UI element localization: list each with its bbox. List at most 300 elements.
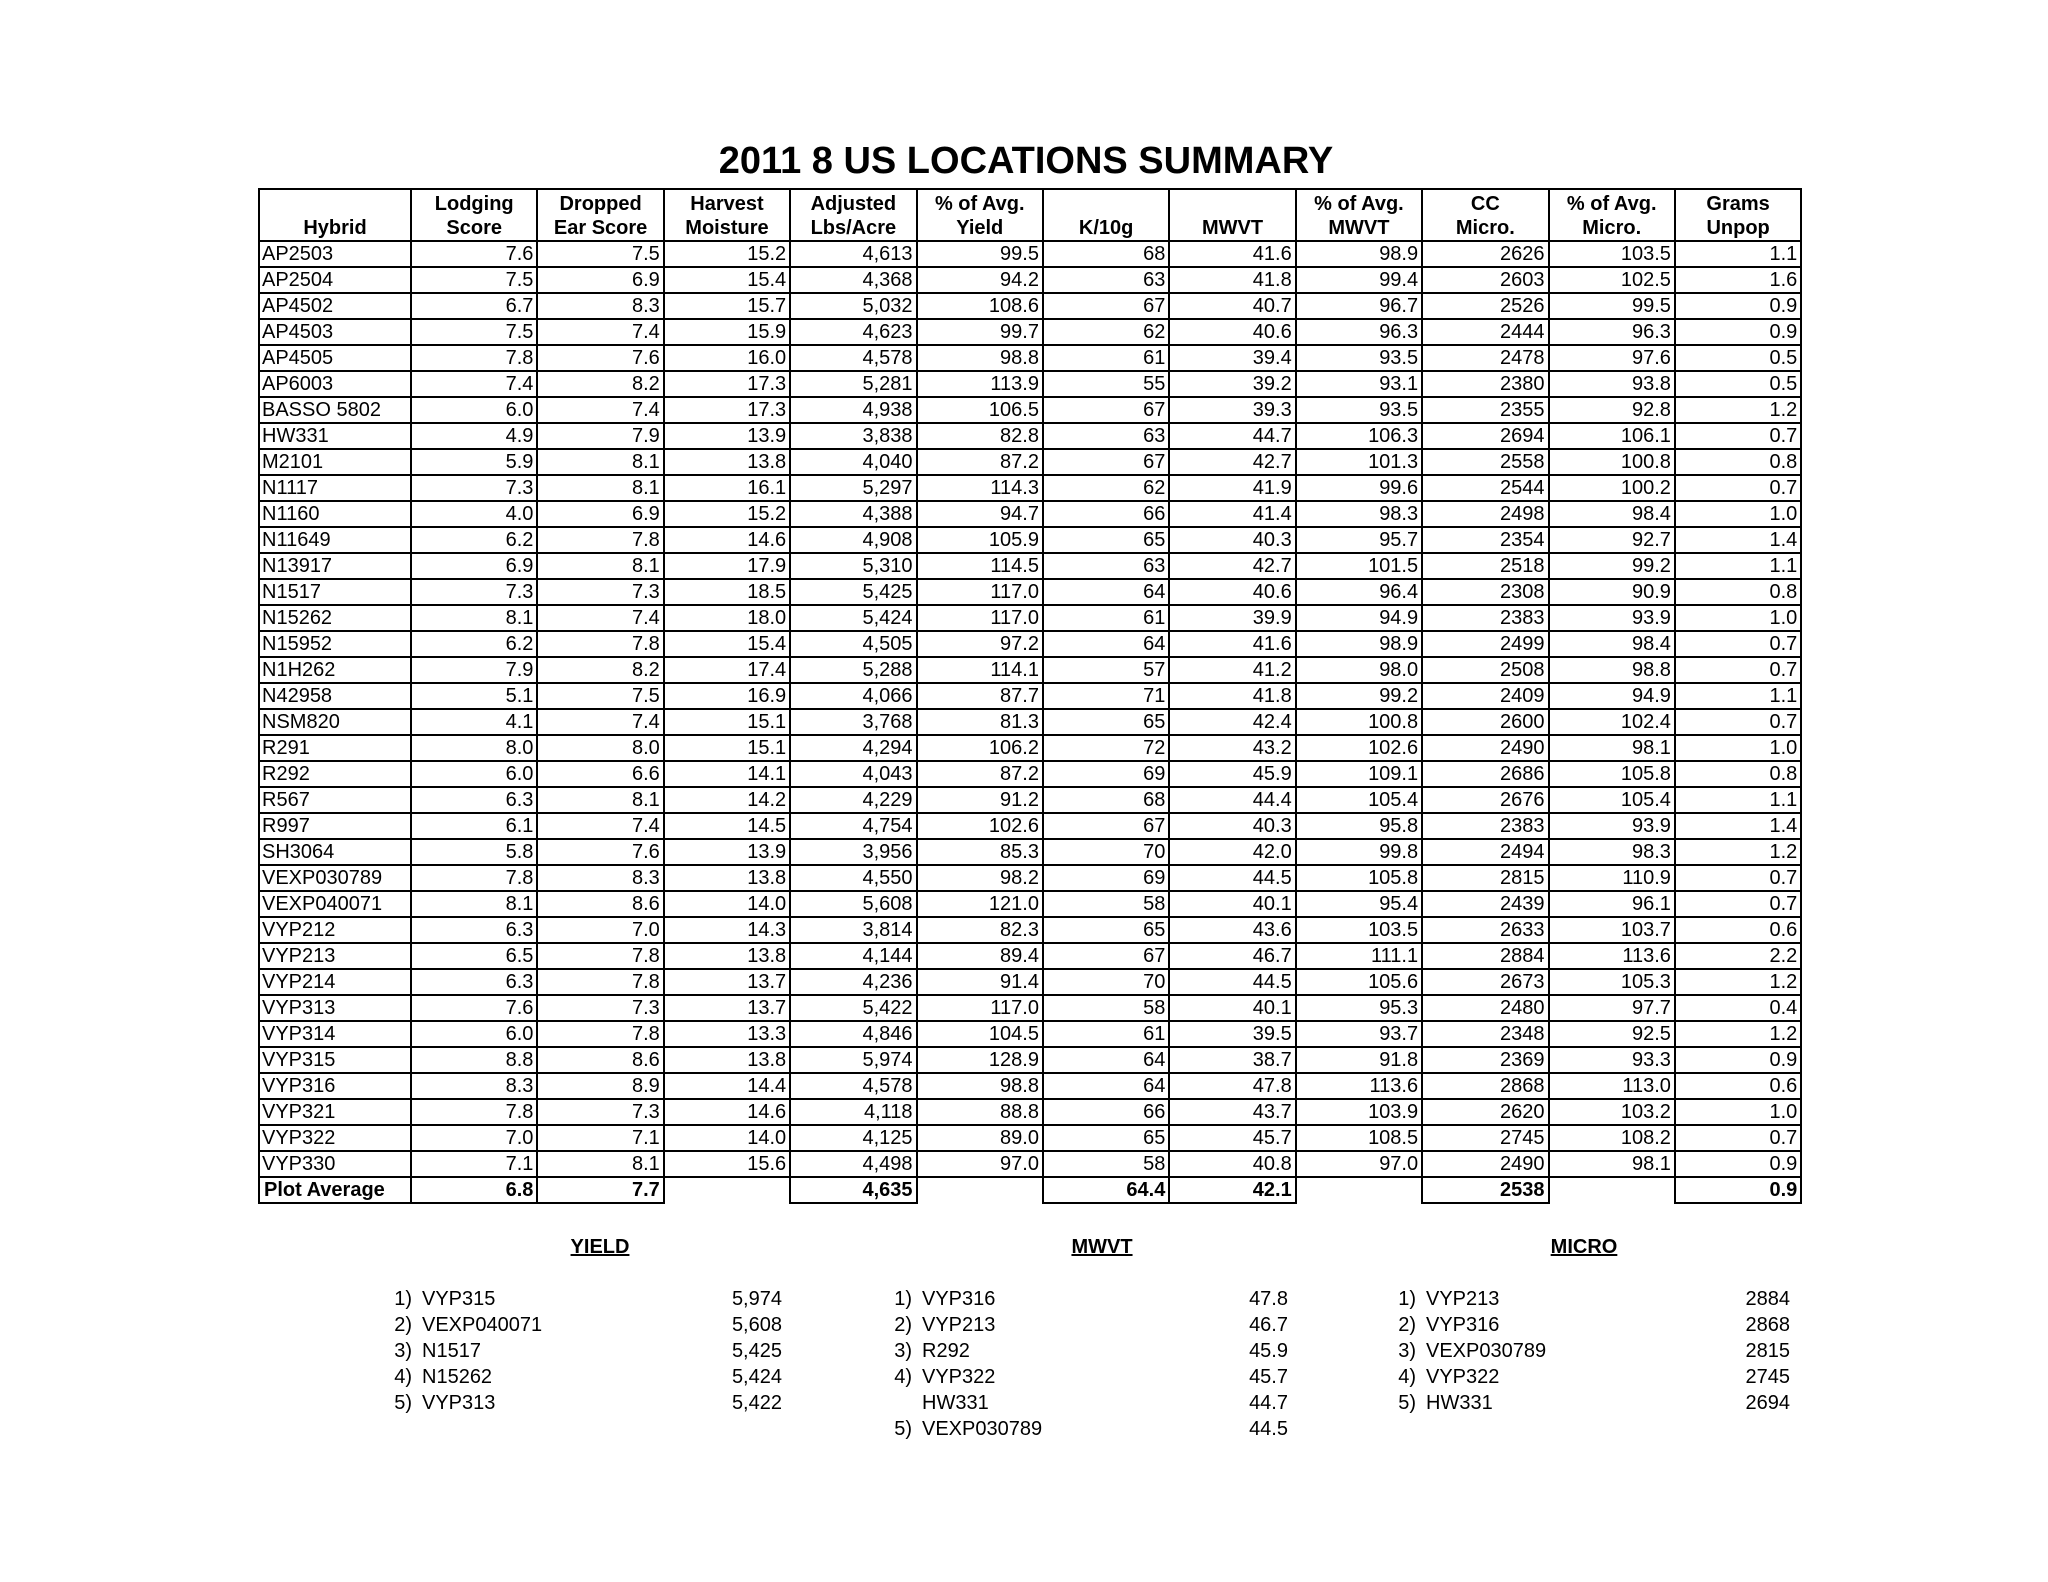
header-line xyxy=(1046,192,1166,216)
cell-k-10g: 58 xyxy=(1043,995,1169,1021)
cell-pct-avg-micro: 98.4 xyxy=(1549,501,1675,527)
cell-cc-micro: 2626 xyxy=(1422,241,1548,267)
cell-hybrid: VYP214 xyxy=(259,969,411,995)
cell-lodging-score: 6.0 xyxy=(411,761,537,787)
cell-dropped-ear-score: 6.9 xyxy=(537,267,663,293)
cell-k-10g: 67 xyxy=(1043,397,1169,423)
cell-mwvt: 44.7 xyxy=(1169,423,1295,449)
cell-harvest-moisture: 14.4 xyxy=(664,1073,790,1099)
header-line: Ear Score xyxy=(553,217,648,239)
cell-k-10g: 64 xyxy=(1043,1047,1169,1073)
cell-grams-unpop: 0.6 xyxy=(1675,917,1801,943)
rank-value: 45.7 xyxy=(1249,1366,1288,1388)
rank-number: 4) xyxy=(1398,1366,1416,1388)
header-line: Unpop xyxy=(1706,217,1770,239)
header-line: Score xyxy=(446,217,502,239)
cell-mwvt: 46.7 xyxy=(1169,943,1295,969)
cell-k-10g: 66 xyxy=(1043,1099,1169,1125)
rank-item xyxy=(1384,1286,1790,1312)
cell-k-10g: 64 xyxy=(1043,1073,1169,1099)
cell-pct-avg-yield: 99.7 xyxy=(917,319,1043,345)
rank-item xyxy=(1384,1312,1790,1338)
cell-cc-micro: 2348 xyxy=(1422,1021,1548,1047)
cell-pct-avg-mwvt: 97.0 xyxy=(1296,1151,1422,1177)
cell-pct-avg-micro: 108.2 xyxy=(1549,1125,1675,1151)
table-row xyxy=(259,345,1801,371)
cell-hybrid: NSM820 xyxy=(259,709,411,735)
cell-dropped-ear-score: 7.8 xyxy=(537,527,663,553)
summary-table xyxy=(258,188,1802,1204)
cell-k-10g: 57 xyxy=(1043,657,1169,683)
cell-mwvt: 43.6 xyxy=(1169,917,1295,943)
cell-harvest-moisture: 15.1 xyxy=(664,709,790,735)
cell-k-10g: 66 xyxy=(1043,501,1169,527)
cell-pct-avg-micro: 97.6 xyxy=(1549,345,1675,371)
cell-pct-avg-mwvt: 96.3 xyxy=(1296,319,1422,345)
cell-pct-avg-yield: 121.0 xyxy=(917,891,1043,917)
cell-pct-avg-mwvt: 103.5 xyxy=(1296,917,1422,943)
cell-cc-micro: 2815 xyxy=(1422,865,1548,891)
cell-k-10g: 67 xyxy=(1043,943,1169,969)
cell-mwvt: 44.5 xyxy=(1169,865,1295,891)
cell-pct-avg-yield: 97.2 xyxy=(917,631,1043,657)
table-row xyxy=(259,943,1801,969)
rank-hybrid: VYP313 xyxy=(422,1392,496,1414)
header-line: Micro. xyxy=(1455,217,1515,239)
header-line: CC xyxy=(1470,193,1500,215)
header-line xyxy=(1172,192,1292,216)
rank-hybrid: N15262 xyxy=(422,1366,493,1388)
table-row xyxy=(259,371,1801,397)
cell-pct-avg-yield: 87.7 xyxy=(917,683,1043,709)
cell-grams-unpop: 1.0 xyxy=(1675,735,1801,761)
cell-lodging-score: 7.0 xyxy=(411,1125,537,1151)
cell-dropped-ear-score: 7.3 xyxy=(537,1099,663,1125)
rank-value: 46.7 xyxy=(1249,1314,1288,1336)
rank-item xyxy=(1384,1364,1790,1390)
cell-pct-avg-mwvt: 98.0 xyxy=(1296,657,1422,683)
rank-hybrid: VYP316 xyxy=(1426,1314,1500,1336)
cell-lodging-score: 6.2 xyxy=(411,631,537,657)
cell-adjusted-lbs-acre: 5,281 xyxy=(790,371,916,397)
cell-lodging-score: 6.0 xyxy=(411,397,537,423)
cell-k-10g: 70 xyxy=(1043,839,1169,865)
cell-pct-avg-yield: 102.6 xyxy=(917,813,1043,839)
rank-hybrid: VYP213 xyxy=(922,1314,996,1336)
cell-adjusted-lbs-acre: 4,229 xyxy=(790,787,916,813)
cell-pct-avg-yield: 117.0 xyxy=(917,579,1043,605)
cell-adjusted-lbs-acre: 5,974 xyxy=(790,1047,916,1073)
cell-dropped-ear-score: 8.9 xyxy=(537,1073,663,1099)
cell-pct-avg-micro: 96.3 xyxy=(1549,319,1675,345)
cell-harvest-moisture: 17.3 xyxy=(664,397,790,423)
cell-cc-micro: 2490 xyxy=(1422,735,1548,761)
table-row xyxy=(259,1099,1801,1125)
cell-hybrid: N15262 xyxy=(259,605,411,631)
mwvt-rank-heading: MWVT xyxy=(1071,1236,1133,1258)
cell-hybrid: AP2504 xyxy=(259,267,411,293)
rank-number: 1) xyxy=(894,1288,912,1310)
cell-pct-avg-mwvt: 102.6 xyxy=(1296,735,1422,761)
cell-pct-avg-yield: 128.9 xyxy=(917,1047,1043,1073)
cell-mwvt: 41.2 xyxy=(1169,657,1295,683)
cell-adjusted-lbs-acre: 4,938 xyxy=(790,397,916,423)
cell-k-10g: 65 xyxy=(1043,1125,1169,1151)
rank-item xyxy=(380,1312,782,1338)
cell-mwvt: 39.3 xyxy=(1169,397,1295,423)
cell-grams-unpop: 1.0 xyxy=(1675,605,1801,631)
cell-pct-avg-mwvt: 99.6 xyxy=(1296,475,1422,501)
cell-hybrid: VYP212 xyxy=(259,917,411,943)
cell-harvest-moisture: 14.3 xyxy=(664,917,790,943)
cell-dropped-ear-score: 7.4 xyxy=(537,319,663,345)
average-hybrid: Plot Average xyxy=(259,1177,411,1203)
cell-mwvt: 44.5 xyxy=(1169,969,1295,995)
rank-number: 2) xyxy=(894,1314,912,1336)
header-pct-avg-mwvt xyxy=(1296,189,1422,241)
cell-grams-unpop: 0.8 xyxy=(1675,449,1801,475)
table-row xyxy=(259,683,1801,709)
cell-k-10g: 65 xyxy=(1043,709,1169,735)
cell-cc-micro: 2676 xyxy=(1422,787,1548,813)
cell-mwvt: 47.8 xyxy=(1169,1073,1295,1099)
rank-hybrid: N1517 xyxy=(422,1340,481,1362)
cell-adjusted-lbs-acre: 3,814 xyxy=(790,917,916,943)
header-line: Micro. xyxy=(1582,217,1642,239)
table-row xyxy=(259,787,1801,813)
table-row xyxy=(259,267,1801,293)
header-line: MWVT xyxy=(1201,217,1264,239)
table-row xyxy=(259,995,1801,1021)
cell-k-10g: 69 xyxy=(1043,761,1169,787)
cell-k-10g: 72 xyxy=(1043,735,1169,761)
cell-pct-avg-micro: 98.3 xyxy=(1549,839,1675,865)
table-row xyxy=(259,865,1801,891)
cell-pct-avg-yield: 106.5 xyxy=(917,397,1043,423)
cell-pct-avg-micro: 102.4 xyxy=(1549,709,1675,735)
cell-dropped-ear-score: 7.8 xyxy=(537,943,663,969)
average-k-10g: 64.4 xyxy=(1043,1177,1169,1203)
table-row xyxy=(259,293,1801,319)
cell-adjusted-lbs-acre: 4,125 xyxy=(790,1125,916,1151)
cell-pct-avg-micro: 113.6 xyxy=(1549,943,1675,969)
cell-pct-avg-yield: 105.9 xyxy=(917,527,1043,553)
cell-adjusted-lbs-acre: 3,768 xyxy=(790,709,916,735)
cell-mwvt: 39.5 xyxy=(1169,1021,1295,1047)
cell-grams-unpop: 1.1 xyxy=(1675,553,1801,579)
rank-hybrid: VEXP040071 xyxy=(422,1314,543,1336)
cell-lodging-score: 6.5 xyxy=(411,943,537,969)
cell-grams-unpop: 1.2 xyxy=(1675,397,1801,423)
cell-harvest-moisture: 15.4 xyxy=(664,267,790,293)
cell-pct-avg-micro: 100.2 xyxy=(1549,475,1675,501)
table-row xyxy=(259,449,1801,475)
yield-rank-list xyxy=(380,1286,782,1416)
cell-pct-avg-yield: 87.2 xyxy=(917,761,1043,787)
rank-value: 5,422 xyxy=(731,1392,782,1414)
cell-adjusted-lbs-acre: 5,425 xyxy=(790,579,916,605)
average-dropped-ear-score: 7.7 xyxy=(537,1177,663,1203)
cell-cc-micro: 2620 xyxy=(1422,1099,1548,1125)
cell-k-10g: 69 xyxy=(1043,865,1169,891)
cell-pct-avg-yield: 97.0 xyxy=(917,1151,1043,1177)
cell-mwvt: 45.7 xyxy=(1169,1125,1295,1151)
header-line: Hybrid xyxy=(303,217,367,239)
rank-value: 5,425 xyxy=(731,1340,782,1362)
cell-pct-avg-yield: 85.3 xyxy=(917,839,1043,865)
cell-pct-avg-micro: 103.5 xyxy=(1549,241,1675,267)
cell-cc-micro: 2494 xyxy=(1422,839,1548,865)
cell-pct-avg-mwvt: 95.3 xyxy=(1296,995,1422,1021)
cell-mwvt: 40.8 xyxy=(1169,1151,1295,1177)
rank-value: 2868 xyxy=(1745,1314,1790,1336)
cell-adjusted-lbs-acre: 4,294 xyxy=(790,735,916,761)
cell-pct-avg-yield: 113.9 xyxy=(917,371,1043,397)
cell-cc-micro: 2544 xyxy=(1422,475,1548,501)
cell-adjusted-lbs-acre: 4,144 xyxy=(790,943,916,969)
rank-number: 1) xyxy=(1398,1288,1416,1310)
rank-value: 2884 xyxy=(1745,1288,1790,1310)
cell-mwvt: 40.6 xyxy=(1169,579,1295,605)
cell-adjusted-lbs-acre: 4,236 xyxy=(790,969,916,995)
cell-dropped-ear-score: 7.8 xyxy=(537,1021,663,1047)
cell-mwvt: 39.4 xyxy=(1169,345,1295,371)
table-row xyxy=(259,709,1801,735)
cell-harvest-moisture: 16.1 xyxy=(664,475,790,501)
rank-item xyxy=(880,1338,1288,1364)
rank-hybrid: VEXP030789 xyxy=(922,1418,1043,1440)
cell-hybrid: HW331 xyxy=(259,423,411,449)
cell-hybrid: R292 xyxy=(259,761,411,787)
cell-pct-avg-micro: 102.5 xyxy=(1549,267,1675,293)
header-adjusted-lbs-acre xyxy=(790,189,916,241)
rank-item xyxy=(380,1286,782,1312)
cell-lodging-score: 7.9 xyxy=(411,657,537,683)
cell-cc-micro: 2508 xyxy=(1422,657,1548,683)
average-pct-avg-yield xyxy=(917,1177,1043,1203)
cell-mwvt: 38.7 xyxy=(1169,1047,1295,1073)
cell-pct-avg-mwvt: 91.8 xyxy=(1296,1047,1422,1073)
cell-lodging-score: 6.0 xyxy=(411,1021,537,1047)
cell-mwvt: 41.8 xyxy=(1169,683,1295,709)
cell-k-10g: 63 xyxy=(1043,267,1169,293)
cell-mwvt: 44.4 xyxy=(1169,787,1295,813)
cell-harvest-moisture: 13.8 xyxy=(664,943,790,969)
cell-lodging-score: 7.3 xyxy=(411,579,537,605)
cell-harvest-moisture: 14.0 xyxy=(664,891,790,917)
cell-pct-avg-mwvt: 103.9 xyxy=(1296,1099,1422,1125)
cell-pct-avg-micro: 90.9 xyxy=(1549,579,1675,605)
cell-pct-avg-mwvt: 96.7 xyxy=(1296,293,1422,319)
cell-pct-avg-mwvt: 113.6 xyxy=(1296,1073,1422,1099)
cell-cc-micro: 2694 xyxy=(1422,423,1548,449)
cell-dropped-ear-score: 8.0 xyxy=(537,735,663,761)
cell-harvest-moisture: 14.6 xyxy=(664,527,790,553)
cell-pct-avg-micro: 93.9 xyxy=(1549,605,1675,631)
cell-pct-avg-yield: 91.4 xyxy=(917,969,1043,995)
cell-adjusted-lbs-acre: 4,505 xyxy=(790,631,916,657)
rank-item xyxy=(880,1364,1288,1390)
cell-adjusted-lbs-acre: 5,422 xyxy=(790,995,916,1021)
header-line: Adjusted xyxy=(810,193,897,215)
rank-hybrid: VYP322 xyxy=(1426,1366,1500,1388)
cell-mwvt: 41.8 xyxy=(1169,267,1295,293)
cell-pct-avg-micro: 106.1 xyxy=(1549,423,1675,449)
table-row xyxy=(259,657,1801,683)
header-line: % of Avg. xyxy=(1314,193,1404,215)
cell-harvest-moisture: 13.7 xyxy=(664,995,790,1021)
cell-mwvt: 43.2 xyxy=(1169,735,1295,761)
cell-pct-avg-mwvt: 100.8 xyxy=(1296,709,1422,735)
cell-cc-micro: 2868 xyxy=(1422,1073,1548,1099)
cell-lodging-score: 4.1 xyxy=(411,709,537,735)
cell-grams-unpop: 0.7 xyxy=(1675,865,1801,891)
cell-mwvt: 41.4 xyxy=(1169,501,1295,527)
cell-pct-avg-micro: 93.9 xyxy=(1549,813,1675,839)
table-row xyxy=(259,605,1801,631)
cell-pct-avg-mwvt: 109.1 xyxy=(1296,761,1422,787)
cell-pct-avg-yield: 82.3 xyxy=(917,917,1043,943)
cell-pct-avg-mwvt: 95.7 xyxy=(1296,527,1422,553)
rank-item xyxy=(880,1390,1288,1416)
cell-pct-avg-mwvt: 98.3 xyxy=(1296,501,1422,527)
cell-adjusted-lbs-acre: 4,623 xyxy=(790,319,916,345)
cell-cc-micro: 2633 xyxy=(1422,917,1548,943)
cell-pct-avg-yield: 99.5 xyxy=(917,241,1043,267)
cell-k-10g: 67 xyxy=(1043,813,1169,839)
cell-hybrid: N42958 xyxy=(259,683,411,709)
cell-lodging-score: 5.1 xyxy=(411,683,537,709)
rank-number: 1) xyxy=(394,1288,412,1310)
cell-harvest-moisture: 17.9 xyxy=(664,553,790,579)
cell-pct-avg-mwvt: 93.5 xyxy=(1296,345,1422,371)
cell-dropped-ear-score: 7.5 xyxy=(537,683,663,709)
rank-number: 5) xyxy=(394,1392,412,1414)
cell-pct-avg-micro: 93.8 xyxy=(1549,371,1675,397)
cell-hybrid: VYP213 xyxy=(259,943,411,969)
cell-grams-unpop: 1.1 xyxy=(1675,787,1801,813)
cell-adjusted-lbs-acre: 5,310 xyxy=(790,553,916,579)
cell-pct-avg-yield: 104.5 xyxy=(917,1021,1043,1047)
rank-item xyxy=(1384,1390,1790,1416)
cell-pct-avg-yield: 98.2 xyxy=(917,865,1043,891)
cell-cc-micro: 2409 xyxy=(1422,683,1548,709)
average-harvest-moisture xyxy=(664,1177,790,1203)
cell-cc-micro: 2478 xyxy=(1422,345,1548,371)
table-header-row xyxy=(259,189,1801,241)
cell-k-10g: 61 xyxy=(1043,1021,1169,1047)
cell-mwvt: 41.9 xyxy=(1169,475,1295,501)
cell-k-10g: 67 xyxy=(1043,293,1169,319)
cell-mwvt: 40.1 xyxy=(1169,891,1295,917)
cell-pct-avg-yield: 114.1 xyxy=(917,657,1043,683)
rank-item xyxy=(880,1312,1288,1338)
cell-harvest-moisture: 15.6 xyxy=(664,1151,790,1177)
cell-lodging-score: 5.8 xyxy=(411,839,537,865)
cell-hybrid: N15952 xyxy=(259,631,411,657)
table-row xyxy=(259,839,1801,865)
rank-item xyxy=(380,1338,782,1364)
cell-dropped-ear-score: 8.2 xyxy=(537,657,663,683)
header-line: Lodging xyxy=(434,193,514,215)
cell-adjusted-lbs-acre: 4,040 xyxy=(790,449,916,475)
average-adjusted-lbs-acre: 4,635 xyxy=(790,1177,916,1203)
cell-pct-avg-micro: 103.7 xyxy=(1549,917,1675,943)
cell-grams-unpop: 0.7 xyxy=(1675,475,1801,501)
micro-rank-list xyxy=(1384,1286,1790,1416)
average-grams-unpop: 0.9 xyxy=(1675,1177,1801,1203)
cell-grams-unpop: 1.1 xyxy=(1675,241,1801,267)
cell-pct-avg-micro: 113.0 xyxy=(1549,1073,1675,1099)
cell-cc-micro: 2526 xyxy=(1422,293,1548,319)
cell-pct-avg-micro: 99.5 xyxy=(1549,293,1675,319)
rank-value: 2745 xyxy=(1745,1366,1790,1388)
cell-k-10g: 64 xyxy=(1043,579,1169,605)
cell-dropped-ear-score: 8.2 xyxy=(537,371,663,397)
header-mwvt xyxy=(1169,189,1295,241)
rank-value: 45.9 xyxy=(1249,1340,1288,1362)
cell-adjusted-lbs-acre: 4,388 xyxy=(790,501,916,527)
cell-k-10g: 55 xyxy=(1043,371,1169,397)
cell-cc-micro: 2558 xyxy=(1422,449,1548,475)
cell-dropped-ear-score: 8.3 xyxy=(537,293,663,319)
cell-adjusted-lbs-acre: 4,578 xyxy=(790,1073,916,1099)
table-row xyxy=(259,1021,1801,1047)
cell-grams-unpop: 0.7 xyxy=(1675,891,1801,917)
cell-mwvt: 39.2 xyxy=(1169,371,1295,397)
cell-pct-avg-yield: 91.2 xyxy=(917,787,1043,813)
cell-pct-avg-yield: 82.8 xyxy=(917,423,1043,449)
cell-grams-unpop: 2.2 xyxy=(1675,943,1801,969)
cell-pct-avg-mwvt: 99.2 xyxy=(1296,683,1422,709)
cell-hybrid: R997 xyxy=(259,813,411,839)
cell-pct-avg-micro: 100.8 xyxy=(1549,449,1675,475)
cell-lodging-score: 6.3 xyxy=(411,787,537,813)
cell-dropped-ear-score: 7.4 xyxy=(537,709,663,735)
cell-lodging-score: 4.0 xyxy=(411,501,537,527)
cell-harvest-moisture: 17.3 xyxy=(664,371,790,397)
cell-dropped-ear-score: 7.3 xyxy=(537,579,663,605)
cell-grams-unpop: 0.9 xyxy=(1675,1151,1801,1177)
table-row xyxy=(259,319,1801,345)
cell-dropped-ear-score: 7.6 xyxy=(537,345,663,371)
cell-cc-micro: 2380 xyxy=(1422,371,1548,397)
cell-k-10g: 67 xyxy=(1043,449,1169,475)
cell-pct-avg-micro: 94.9 xyxy=(1549,683,1675,709)
cell-pct-avg-mwvt: 98.9 xyxy=(1296,241,1422,267)
cell-lodging-score: 8.3 xyxy=(411,1073,537,1099)
cell-pct-avg-yield: 98.8 xyxy=(917,1073,1043,1099)
cell-dropped-ear-score: 8.1 xyxy=(537,787,663,813)
cell-grams-unpop: 0.8 xyxy=(1675,579,1801,605)
average-cc-micro: 2538 xyxy=(1422,1177,1548,1203)
cell-lodging-score: 8.1 xyxy=(411,605,537,631)
cell-adjusted-lbs-acre: 5,608 xyxy=(790,891,916,917)
cell-harvest-moisture: 13.7 xyxy=(664,969,790,995)
cell-hybrid: BASSO 5802 xyxy=(259,397,411,423)
cell-pct-avg-mwvt: 93.7 xyxy=(1296,1021,1422,1047)
cell-pct-avg-yield: 81.3 xyxy=(917,709,1043,735)
cell-k-10g: 58 xyxy=(1043,891,1169,917)
header-k-10g xyxy=(1043,189,1169,241)
cell-lodging-score: 7.6 xyxy=(411,241,537,267)
cell-pct-avg-mwvt: 99.8 xyxy=(1296,839,1422,865)
cell-harvest-moisture: 15.9 xyxy=(664,319,790,345)
cell-adjusted-lbs-acre: 4,550 xyxy=(790,865,916,891)
cell-pct-avg-yield: 89.4 xyxy=(917,943,1043,969)
cell-adjusted-lbs-acre: 5,297 xyxy=(790,475,916,501)
cell-cc-micro: 2383 xyxy=(1422,605,1548,631)
